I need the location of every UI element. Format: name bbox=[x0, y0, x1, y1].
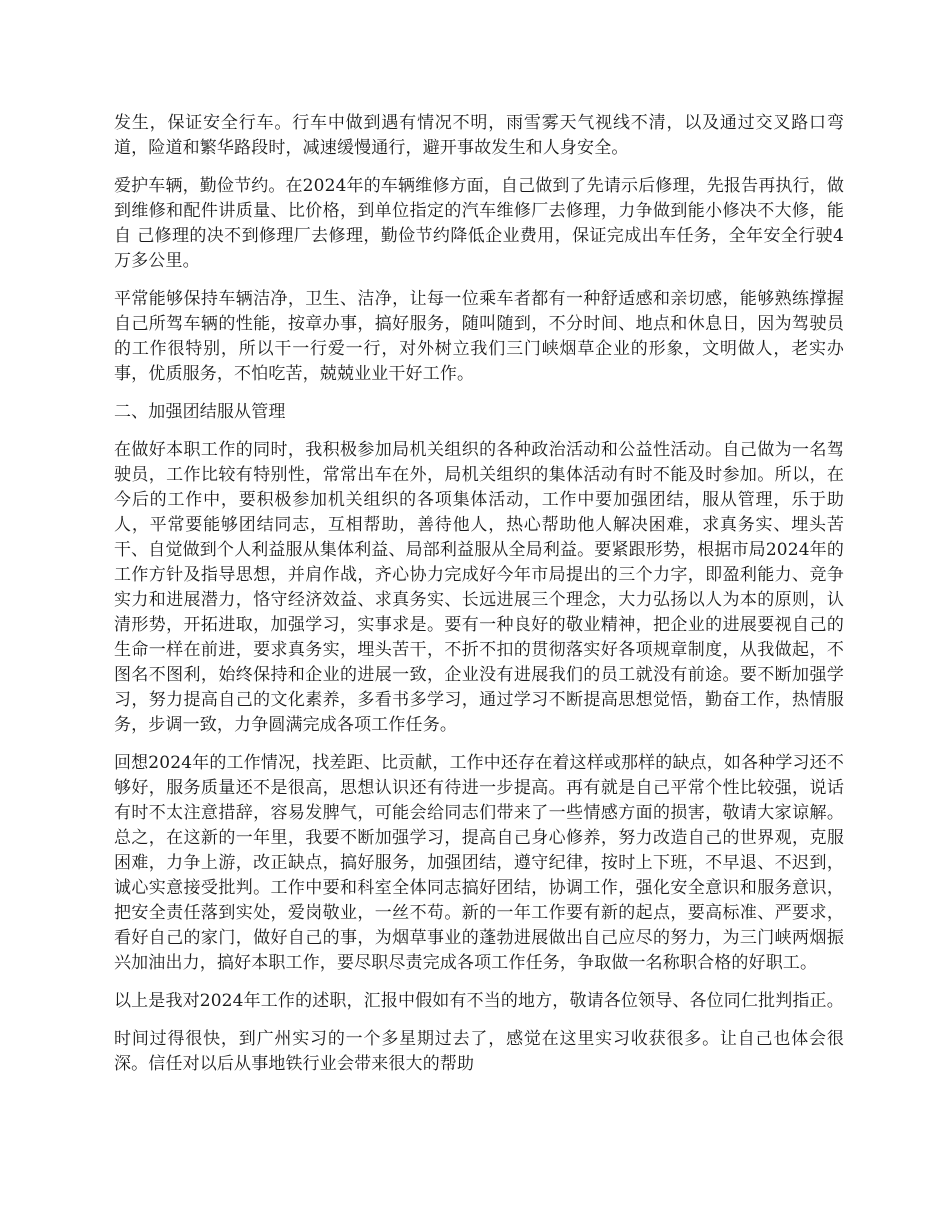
paragraph-safe-driving: 发生，保证安全行车。行车中做到遇有情况不明，雨雪雾天气视线不清，以及通过交叉路口弯道，险道和繁华路段时，减速缓慢通行，避开事故发生和人身安全。 bbox=[114, 113, 844, 158]
paragraph-vehicle-cleanliness: 平常能够保持车辆洁净，卫生、洁净，让每一位乘车者都有一种舒适感和亲切感，能够熟练撑握自己所驾车辆的性能，按章办事，搞好服务，随叫随到，不分时间、地点和休息日，因为驾驶员的工作很特别，所以干一行爱一行，对外树立我们三门峡烟草企业的形象，文明做人，老实办事，优质服务，不怕吃苦，兢兢业业干好工作。 bbox=[114, 289, 844, 384]
paragraph-vehicle-maintenance: 爱护车辆，勤俭节约。在2024年的车辆维修方面，自己做到了先请示后修理，先报告再执行，做到维修和配件讲质量、比价格，到单位指定的汽车维修厂去修理，力争做到能小修决不大修，能自 己修理的决不到修理厂去修理，勤俭节约降低企业费用，保证完成出车任务，全年安全行驶4万多公里。 bbox=[114, 176, 844, 271]
paragraph-closing-statement: 以上是我对2024年工作的述职，汇报中假如有不当的地方，敬请各位领导、各位同仁批判指正。 bbox=[114, 991, 844, 1011]
paragraph-internship: 时间过得很快，到广州实习的一个多星期过去了，感觉在这里实习收获很多。让自己也体会很深。信任对以后从事地铁行业会带来很大的帮助 bbox=[114, 1029, 844, 1074]
document-body bbox=[114, 111, 844, 1090]
section-heading-unity: 二、加强团结服从管理 bbox=[114, 402, 286, 422]
paragraph-unity-management: 在做好本职工作的同时，我积极参加局机关组织的各种政治活动和公益性活动。自己做为一名驾驶员，工作比较有特别性，常常出车在外，局机关组织的集体活动有时不能及时参加。所以，在今后的工作中，要积极参加机关组织的各项集体活动，工作中要加强团结，服从管理，乐于助人，平常要能够团结同志，互相帮助，善待他人，热心帮助他人解决困难，求真务实、埋头苦干、自觉做到个人利益服从集体利益、局部利益服从全局利益。要紧跟形势，根据市局2024年的工作方针及指导思想，并肩作战，齐心协力完成好今年市局提出的三个力字，即盈利能力、竞争实力和进展潜力，恪守经济效益、求真务实、长远进展三个理念，大力弘扬以人为本的原则，认清形势，开拓进取，加强学习，实事求是。要有一种良好的敬业精神，把企业的进展要视自己的生命一样在前进，要求真务实，埋头苦干，不折不扣的贯彻落实好各项规章制度，从我做起，不图名不图利，始终保持和企业的进展一致，企业没有进展我们的员工就没有前途。要不断加强学习，努力提高自己的文化素养，多看书多学习，通过学习不断提高思想觉悟，勤奋工作，热情服务，步调一致，力争圆满完成各项工作任务。 bbox=[114, 440, 844, 735]
paragraph-review-shortcomings: 回想2024年的工作情况，找差距、比贡献，工作中还存在着这样或那样的缺点，如各种学习还不够好，服务质量还不是很高，思想认识还有待进一步提高。再有就是自己平常个性比较强，说话有时不太注意措辞，容易发脾气，可能会给同志们带来了一些情感方面的损害，敬请大家谅解。总之，在这新的一年里，我要不断加强学习，提高自己身心修养，努力改造自己的世界观，克服困难，力争上游，改正缺点，搞好服务，加强团结，遵守纪律，按时上下班，不早退、不迟到，诚心实意接受批判。工作中要和科室全体同志搞好团结，协调工作，强化安全意识和服务意识，把安全责任落到实处，爱岗敬业，一丝不苟。新的一年工作要有新的起点，要高标准、严要求，看好自己的家门，做好自己的事，为烟草事业的蓬勃进展做出自己应尽的努力，为三门峡两烟振兴加油出力，搞好本职工作，要尽职尽责完成各项工作任务，争取做一名称职合格的好职工。 bbox=[114, 753, 844, 973]
